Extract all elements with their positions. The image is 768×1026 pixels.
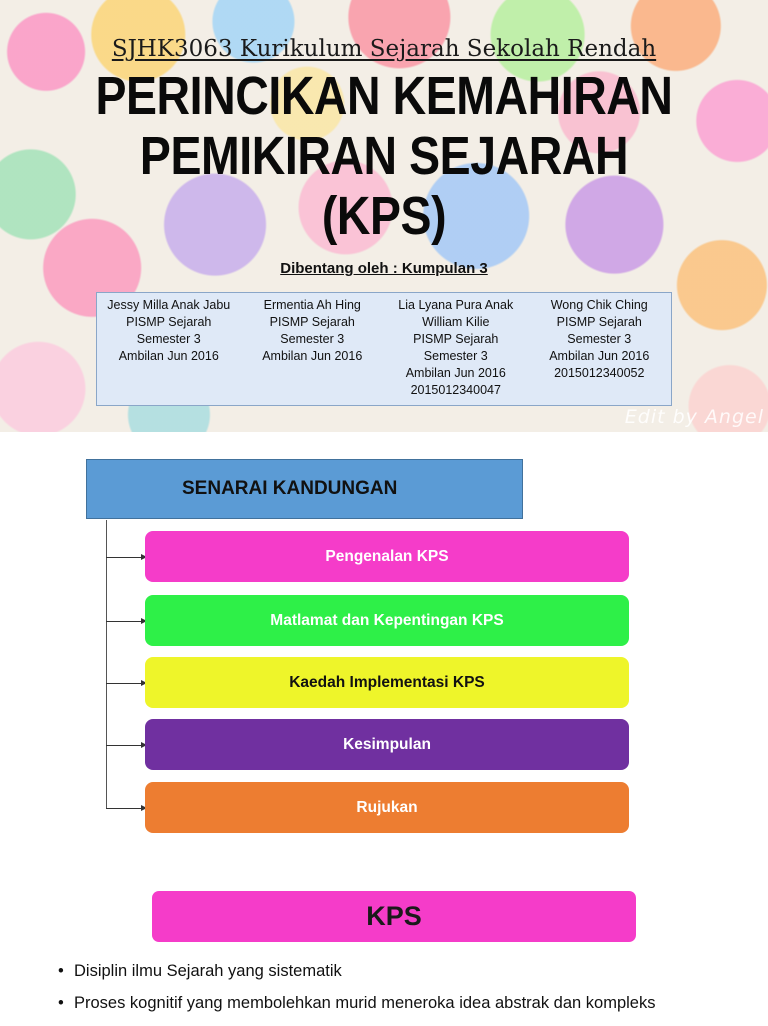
member-line: Ambilan Jun 2016 <box>118 349 219 363</box>
member-line: Wong Chik Ching <box>550 298 648 312</box>
course-subtitle: SJHK3063 Kurikulum Sejarah Sekolah Rendah <box>111 36 657 62</box>
title-line: (KPS) <box>321 186 447 246</box>
member-line: PISMP Sejarah <box>413 332 499 346</box>
member-line: William Kilie <box>422 315 490 329</box>
title-slide <box>0 0 768 432</box>
member-line: PISMP Sejarah <box>556 315 642 329</box>
list-item: • Proses kognitif yang membolehkan murid meneroka idea abstrak dan kompleks <box>58 994 655 1026</box>
toc-item-matlamat[interactable]: Matlamat dan Kepentingan KPS <box>145 595 629 646</box>
toc-item-pengenalan[interactable]: Pengenalan KPS <box>145 531 629 582</box>
toc-item-kaedah[interactable]: Kaedah Implementasi KPS <box>145 657 629 708</box>
member-line: Ambilan Jun 2016 <box>405 366 506 380</box>
watermark: Edit by Angel <box>624 406 764 428</box>
member-line: PISMP Sejarah <box>126 315 212 329</box>
arrow-right-icon <box>106 557 146 558</box>
member-line: Semester 3 <box>280 332 345 346</box>
toc-connector-line <box>106 520 107 808</box>
title-line: PERINCIKAN KEMAHIRAN <box>95 66 673 126</box>
arrow-right-icon <box>106 683 146 684</box>
title-line: PEMIKIRAN SEJARAH <box>139 126 629 186</box>
member-line: Semester 3 <box>423 349 488 363</box>
toc-header: SENARAI KANDUNGAN <box>86 459 523 519</box>
member-line: Semester 3 <box>567 332 632 346</box>
arrow-right-icon <box>106 621 146 622</box>
member-line: Jessy Milla Anak Jabu <box>107 298 231 312</box>
member-line: Ermentia Ah Hing <box>263 298 361 312</box>
toc-item-kesimpulan[interactable]: Kesimpulan <box>145 719 629 770</box>
member-line: PISMP Sejarah <box>269 315 355 329</box>
member-line: Semester 3 <box>136 332 201 346</box>
arrow-right-icon <box>106 808 146 809</box>
member-line: Ambilan Jun 2016 <box>262 349 363 363</box>
member-card <box>384 293 528 405</box>
member-line: 2015012340052 <box>554 366 645 380</box>
member-line: Lia Lyana Pura Anak <box>398 298 514 312</box>
kps-title-bar: KPS <box>152 891 636 942</box>
member-line: 2015012340047 <box>410 383 501 397</box>
presenter-line: Dibentang oleh : Kumpulan 3 <box>280 260 488 277</box>
member-line: Ambilan Jun 2016 <box>549 349 650 363</box>
arrow-right-icon <box>106 745 146 746</box>
bullet-list <box>58 962 655 1026</box>
member-card <box>528 293 672 405</box>
list-item: • Disiplin ilmu Sejarah yang sistematik <box>58 962 655 994</box>
member-card <box>97 293 241 405</box>
slide-title <box>54 66 714 246</box>
members-table <box>96 292 672 406</box>
member-card <box>241 293 385 405</box>
toc-item-rujukan[interactable]: Rujukan <box>145 782 629 833</box>
